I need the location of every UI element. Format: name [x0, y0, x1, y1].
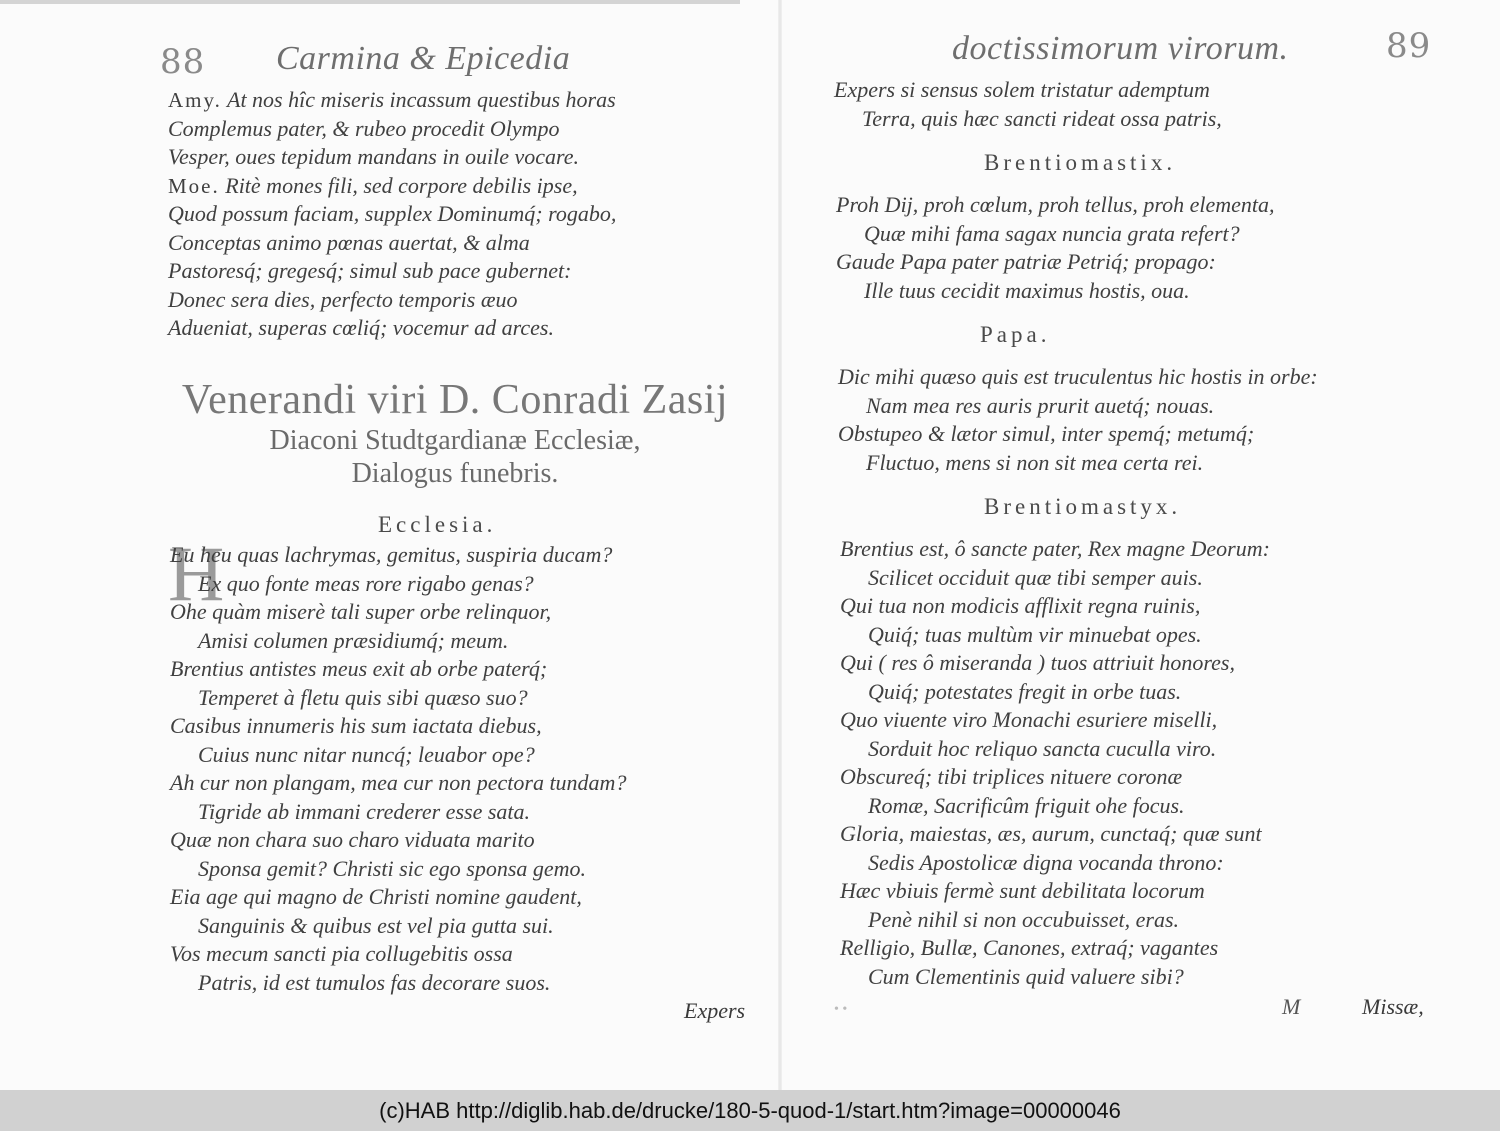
verse-line — [168, 314, 616, 343]
verse-line — [170, 541, 626, 570]
page-number: 88 — [160, 42, 206, 82]
verse-text: Sorduit hoc reliquo sancta cuculla viro. — [868, 735, 1217, 761]
verse-text: Ah cur non plangam, mea cur non pectora tundam? — [170, 770, 627, 795]
verse-text: Tigride ab immani crederer esse sata. — [198, 798, 531, 824]
verse-text: Gaude Papa pater patriæ Petriq́; propago: — [836, 249, 1216, 274]
verse-line — [836, 220, 1275, 249]
page-number: 89 — [1386, 26, 1432, 66]
title-line-1: Venerandi viri D. Conradi Zasij — [181, 377, 729, 423]
verse-text: Ex quo fonte meas rore rigabo genas? — [198, 570, 534, 596]
verse-text: Quo viuente viro Monachi esuriere miselli, — [840, 707, 1218, 732]
verse-line — [838, 363, 1318, 392]
ink-smudge: • • — [834, 1002, 848, 1017]
section-heading-ecclesia: Ecclesia. — [378, 512, 497, 537]
stanza-brentiomastix — [836, 191, 1275, 305]
verse-text: Quæ non chara suo charo viduata marito — [170, 827, 535, 852]
verse-text: Pastoresq́; gregesq́; simul sub pace gubernet: — [168, 258, 572, 283]
verse-text: Donec sera dies, perfecto temporis æuo — [168, 286, 518, 312]
verse-text: Obscureq́; tibi triplices nituere coronæ — [840, 764, 1183, 789]
verse-line — [170, 741, 626, 770]
verse-text: Complemus pater, & rubeo procedit Olympo — [168, 115, 560, 141]
verse-line — [838, 392, 1318, 421]
verse-line — [168, 257, 616, 286]
verse-text: Quiq́; potestates fregit in orbe tuas. — [868, 678, 1182, 704]
catchword: Expers — [684, 998, 746, 1023]
verse-line — [168, 115, 616, 144]
verse-text: Ritè mones fili, sed corpore debilis ipse, — [225, 172, 578, 198]
verse-line — [168, 286, 616, 315]
section-heading-papa: Papa. — [980, 322, 1051, 347]
verse-text: Obstupeo & lætor simul, inter spemq́; metumq́; — [838, 421, 1255, 446]
verse-line — [840, 706, 1270, 735]
verse-line — [840, 763, 1270, 792]
verse-line — [840, 592, 1270, 621]
verse-text: Eu heu quas lachrymas, gemitus, suspiria ducam? — [170, 542, 613, 567]
verse-text: Ohe quàm miserè tali super orbe relinquor, — [170, 599, 552, 624]
verse-line — [170, 826, 626, 855]
verse-line — [170, 655, 626, 684]
attribution-footer: (c)HAB http://diglib.hab.de/drucke/180-5-quod-1/start.htm?image=00000046 — [0, 1090, 1500, 1131]
verse-line — [170, 855, 626, 884]
speaker-label: Amy. — [168, 88, 222, 112]
verse-text: Sponsa gemit? Christi sic ego sponsa gemo. — [198, 855, 587, 881]
verse-text: Relligio, Bullæ, Canones, extraq́; vagantes — [840, 935, 1219, 960]
verse-line — [840, 849, 1270, 878]
verse-text: Penè nihil si non occubuisset, eras. — [868, 906, 1180, 932]
verse-line — [170, 769, 626, 798]
verse-text: Amisi columen præsidiumq́; meum. — [198, 627, 509, 653]
verse-line — [840, 735, 1270, 764]
verse-line — [170, 684, 626, 713]
verse-line — [840, 820, 1270, 849]
verse-text: Dic mihi quæso quis est truculentus hic hostis in orbe: — [838, 364, 1318, 389]
verse-text: Patris, id est tumulos fas decorare suos. — [198, 969, 551, 995]
verse-line — [170, 883, 626, 912]
verse-text: Ille tuus cecidit maximus hostis, oua. — [864, 277, 1190, 303]
verse-text: Casibus innumeris his sum iactata diebus, — [170, 713, 542, 738]
verse-line — [170, 570, 626, 599]
opening-verse — [834, 76, 1222, 133]
verse-text: Quod possum faciam, supplex Dominumq́; rogabo, — [168, 201, 617, 226]
verse-text: Gloria, maiestas, æs, aurum, cunctaq́; quæ sunt — [840, 821, 1262, 846]
verse-line — [834, 105, 1222, 134]
verse-text: Cuius nunc nitar nuncq́; leuabor ope? — [198, 741, 535, 767]
right-page — [782, 0, 1500, 1090]
verse-line — [840, 621, 1270, 650]
verse-text: Qui tua non modicis afflixit regna ruinis, — [840, 593, 1201, 618]
verse-text: Terra, quis hæc sancti rideat ossa patris, — [862, 105, 1222, 131]
verse-line — [840, 678, 1270, 707]
verse-line — [168, 172, 616, 201]
verse-text: Scilicet occiduit quæ tibi semper auis. — [868, 564, 1203, 590]
speaker-label: Moe. — [168, 173, 220, 198]
verse-line — [170, 627, 626, 656]
verse-line — [170, 912, 626, 941]
verse-line — [170, 712, 626, 741]
verse-line — [840, 649, 1270, 678]
verse-line — [170, 940, 626, 969]
dialogue-verse — [168, 86, 616, 343]
verse-text: Sanguinis & quibus est vel pia gutta sui. — [198, 912, 554, 938]
verse-text: Eia age qui magno de Christi nomine gaudent, — [170, 884, 582, 909]
verse-text: Adueniat, superas cœliq́; vocemur ad arces. — [168, 315, 554, 340]
running-head: doctissimorum virorum. — [952, 30, 1289, 67]
verse-text: Romæ, Sacrificûm friguit ohe focus. — [868, 792, 1185, 818]
stanza-papa — [838, 363, 1318, 477]
verse-line — [840, 963, 1270, 992]
verse-text: Sedis Apostolicæ digna vocanda throno: — [868, 849, 1224, 875]
verse-text: Qui ( res ô miseranda ) tuos attriuit honores, — [840, 650, 1235, 675]
verse-text: Brentius antistes meus exit ab orbe paterq́; — [170, 656, 548, 681]
drop-cap: H — [168, 530, 225, 617]
ecclesia-poem — [168, 530, 627, 997]
verse-line — [170, 969, 626, 998]
section-heading-brentiomastix: Brentiomastix. — [984, 150, 1177, 175]
verse-line — [840, 877, 1270, 906]
verse-text: Quæ mihi fama sagax nuncia grata refert? — [864, 220, 1240, 246]
verse-text: Conceptas animo pœnas auertat, & alma — [168, 229, 530, 255]
section-heading-brentiomastyx: Brentiomastyx. — [984, 494, 1182, 519]
verse-text: At nos hîc miseris incassum questibus horas — [227, 87, 616, 112]
verse-line — [170, 598, 626, 627]
verse-text: Fluctuo, mens si non sit mea certa rei. — [866, 449, 1204, 475]
verse-line — [836, 248, 1275, 277]
verse-line — [834, 76, 1222, 105]
verse-text: Quiq́; tuas multùm vir minuebat opes. — [868, 621, 1202, 647]
verse-text: Vos mecum sancti pia collugebitis ossa — [170, 941, 513, 966]
verse-line — [170, 798, 626, 827]
verse-line — [168, 143, 616, 172]
verse-line — [838, 420, 1318, 449]
verse-line — [168, 86, 616, 115]
running-head: Carmina & Epicedia — [276, 40, 571, 77]
verse-text: Cum Clementinis quid valuere sibi? — [868, 963, 1184, 989]
verse-line — [840, 564, 1270, 593]
title-line-2: Diaconi Studtgardianæ Ecclesiæ, — [269, 425, 641, 456]
verse-line — [836, 191, 1275, 220]
verse-text: Vesper, oues tepidum mandans in ouile vocare. — [168, 144, 580, 169]
verse-line — [840, 792, 1270, 821]
verse-line — [840, 934, 1270, 963]
verse-text: Proh Dij, proh cœlum, proh tellus, proh elementa, — [836, 192, 1275, 217]
verse-line — [168, 229, 616, 258]
signature-mark: M — [1282, 994, 1301, 1019]
verse-line — [838, 449, 1318, 478]
verse-line — [168, 200, 616, 229]
stanza-brentiomastyx — [840, 535, 1270, 991]
verse-line — [840, 535, 1270, 564]
verse-line — [836, 277, 1275, 306]
verse-text: Hæc vbiuis fermè sunt debilitata locorum — [840, 878, 1205, 903]
verse-line — [840, 906, 1270, 935]
verse-text: Temperet à fletu quis sibi quæso suo? — [198, 684, 528, 710]
catchword: Missæ, — [1362, 994, 1424, 1019]
verse-text: Expers si sensus solem tristatur ademptum — [834, 77, 1210, 102]
verse-text: Brentius est, ô sancte pater, Rex magne Deorum: — [840, 536, 1270, 561]
title-line-3: Dialogus funebris. — [351, 458, 559, 489]
verse-text: Nam mea res auris prurit auetq́; nouas. — [866, 392, 1215, 418]
dialogue-title — [150, 376, 760, 490]
